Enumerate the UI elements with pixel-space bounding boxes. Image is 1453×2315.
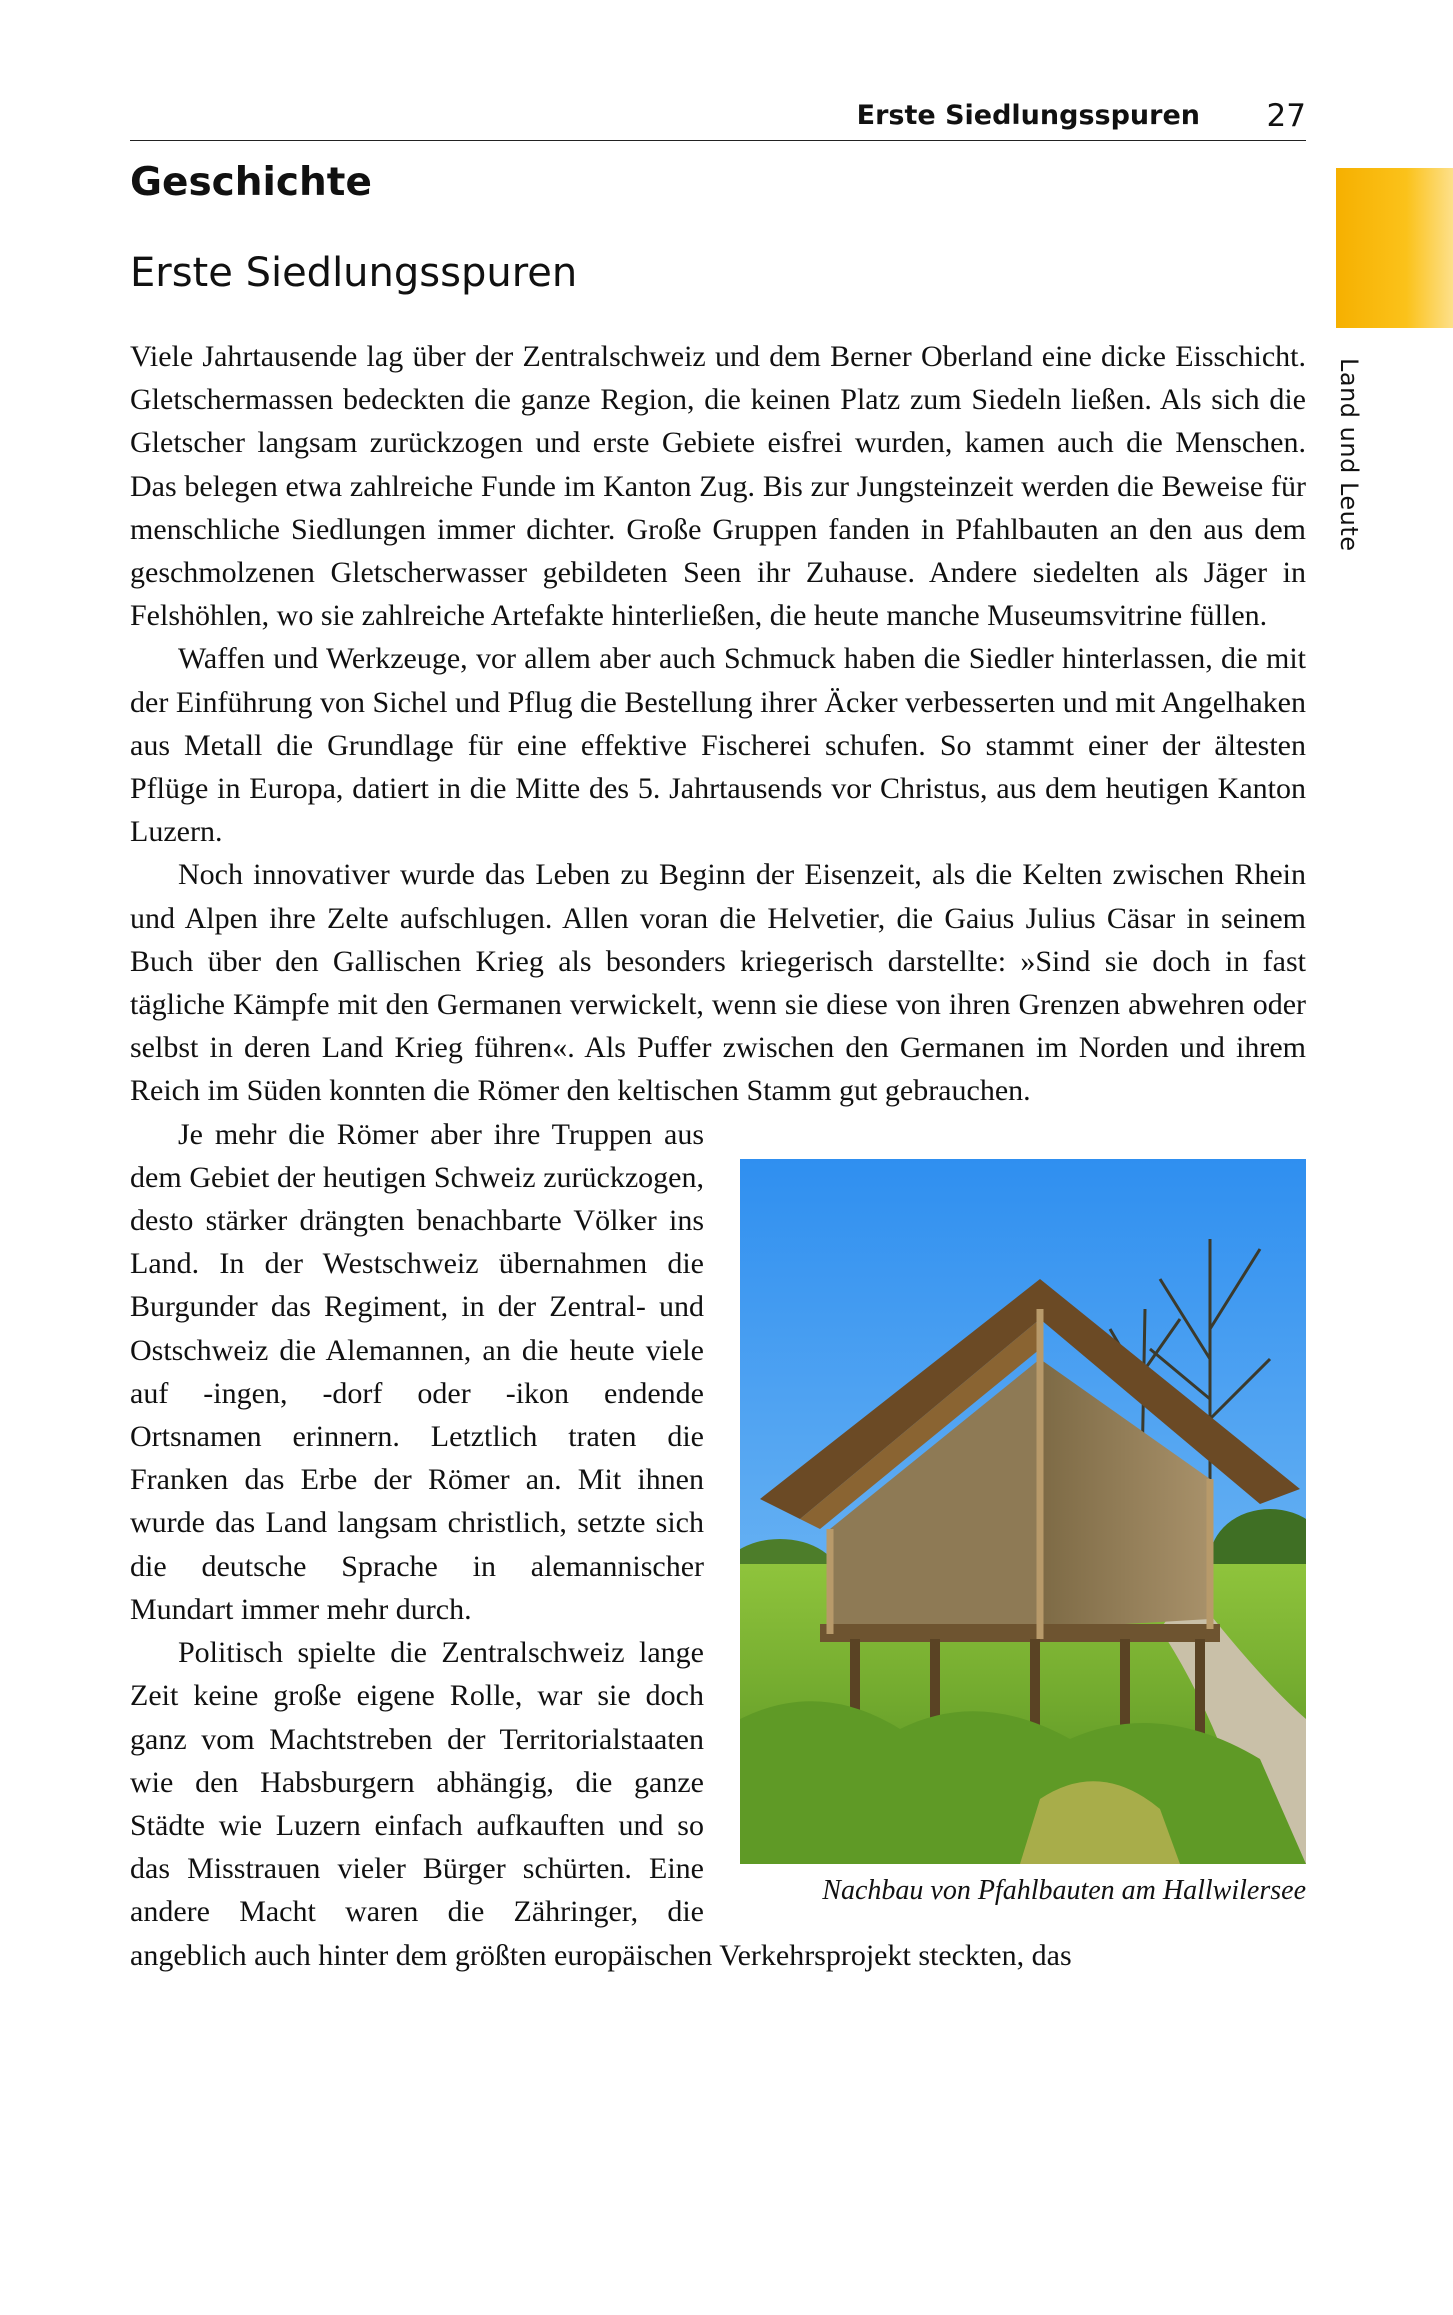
subsection-title: Erste Siedlungsspuren — [130, 250, 578, 296]
section-title: Geschichte — [130, 160, 372, 205]
photo-figure — [740, 1159, 1306, 1913]
paragraph-5: Politisch spielte die Zentralschweiz lange Zeit keine große eigene Rolle, war sie doch ganz vom Machtstreben der Territorialstaaten wie den Habsburgern abhängig, die ganze Städte wie Luzern einfach aufkauften und so das Misstrauen vieler Bürger schürten. Eine andere Macht waren die Zähringer, die angeblich auch hinter dem größten europäischen Verkehrsprojekt steckten, das — [130, 1636, 1072, 1972]
paragraph-3: Noch innovativer wurde das Leben zu Beginn der Eisenzeit, als die Kelten zwischen Rhein und Alpen ihre Zelte aufschlugen. Allen voran die Helvetier, die Gaius Julius Cäsar in seinem Buch über den Gallischen Krieg als besonders kriegerisch darstellte: »Sind sie doch in fast tägliche Kämpfe mit den Germanen verwickelt, wenn sie diese von ihren Grenzen abwehren oder selbst in deren Land Krieg führen«. Als Puffer zwischen den Germanen im Norden und ihrem Reich im Süden konnten die Römer den keltischen Stamm gut gebrauchen. — [130, 858, 1306, 1108]
paragraph-2: Waffen und Werkzeuge, vor allem aber auch Schmuck haben die Siedler hinterlassen, die mit der Einführung von Sichel und Pflug die Bestellung ihrer Äcker verbesserten und mit Angelhaken aus Metall die Grundlage für eine effektive Fischerei schufen. So stammt einer der ältesten Pflüge in Europa, datiert in die Mitte des 5. Jahrtausends vor Christus, aus dem heutigen Kanton Luzern. — [130, 642, 1306, 849]
paragraph-4: Je mehr die Römer aber ihre Truppen aus dem Gebiet der heutigen Schweiz zurückzogen, desto stärker drängten benachbarte Völker ins Land. In der Westschweiz übernahmen die Burgunder das Regiment, in der Zentral- und Ostschweiz die Alemannen, an die heute viele auf -ingen, -dorf oder -ikon endende Ortsnamen erinnern. Letztlich traten die Franken das Erbe der Römer an. Mit ihnen wurde das Land langsam christlich, setzte sich die deutsche Sprache in alemannischer Mundart immer mehr durch. — [130, 1117, 704, 1626]
running-head: Erste Siedlungsspuren — [856, 100, 1200, 131]
header-rule — [130, 140, 1306, 141]
chapter-side-label: Land und Leute — [1335, 358, 1363, 552]
page-number: 27 — [1266, 98, 1306, 134]
article-body — [130, 335, 1306, 1977]
photo-caption: Nachbau von Pfahlbauten am Hallwilersee — [822, 1874, 1306, 1906]
paragraph-1: Viele Jahrtausende lag über der Zentralschweiz und dem Berner Oberland eine dicke Eisschicht. Gletschermassen bedeckten die ganze Region, die keinen Platz zum Siedeln ließen. Als sich die Gletscher langsam zurückzogen und erste Gebiete eisfrei wurden, kamen auch die Menschen. Das belegen etwa zahlreiche Funde im Kanton Zug. Bis zur Jungsteinzeit werden die Beweise für menschliche Siedlungen immer dichter. Große Gruppen fanden in Pfahlbauten an den aus dem geschmolzenen Gletscherwasser gebildeten Seen ihr Zuhause. Andere siedelten als Jäger in Felshöhlen, wo sie zahlreiche Artefakte hinterließen, die heute manche Museumsvitrine füllen. — [130, 340, 1306, 633]
hut-photo — [740, 1159, 1306, 1864]
chapter-tab-marker — [1336, 168, 1453, 328]
